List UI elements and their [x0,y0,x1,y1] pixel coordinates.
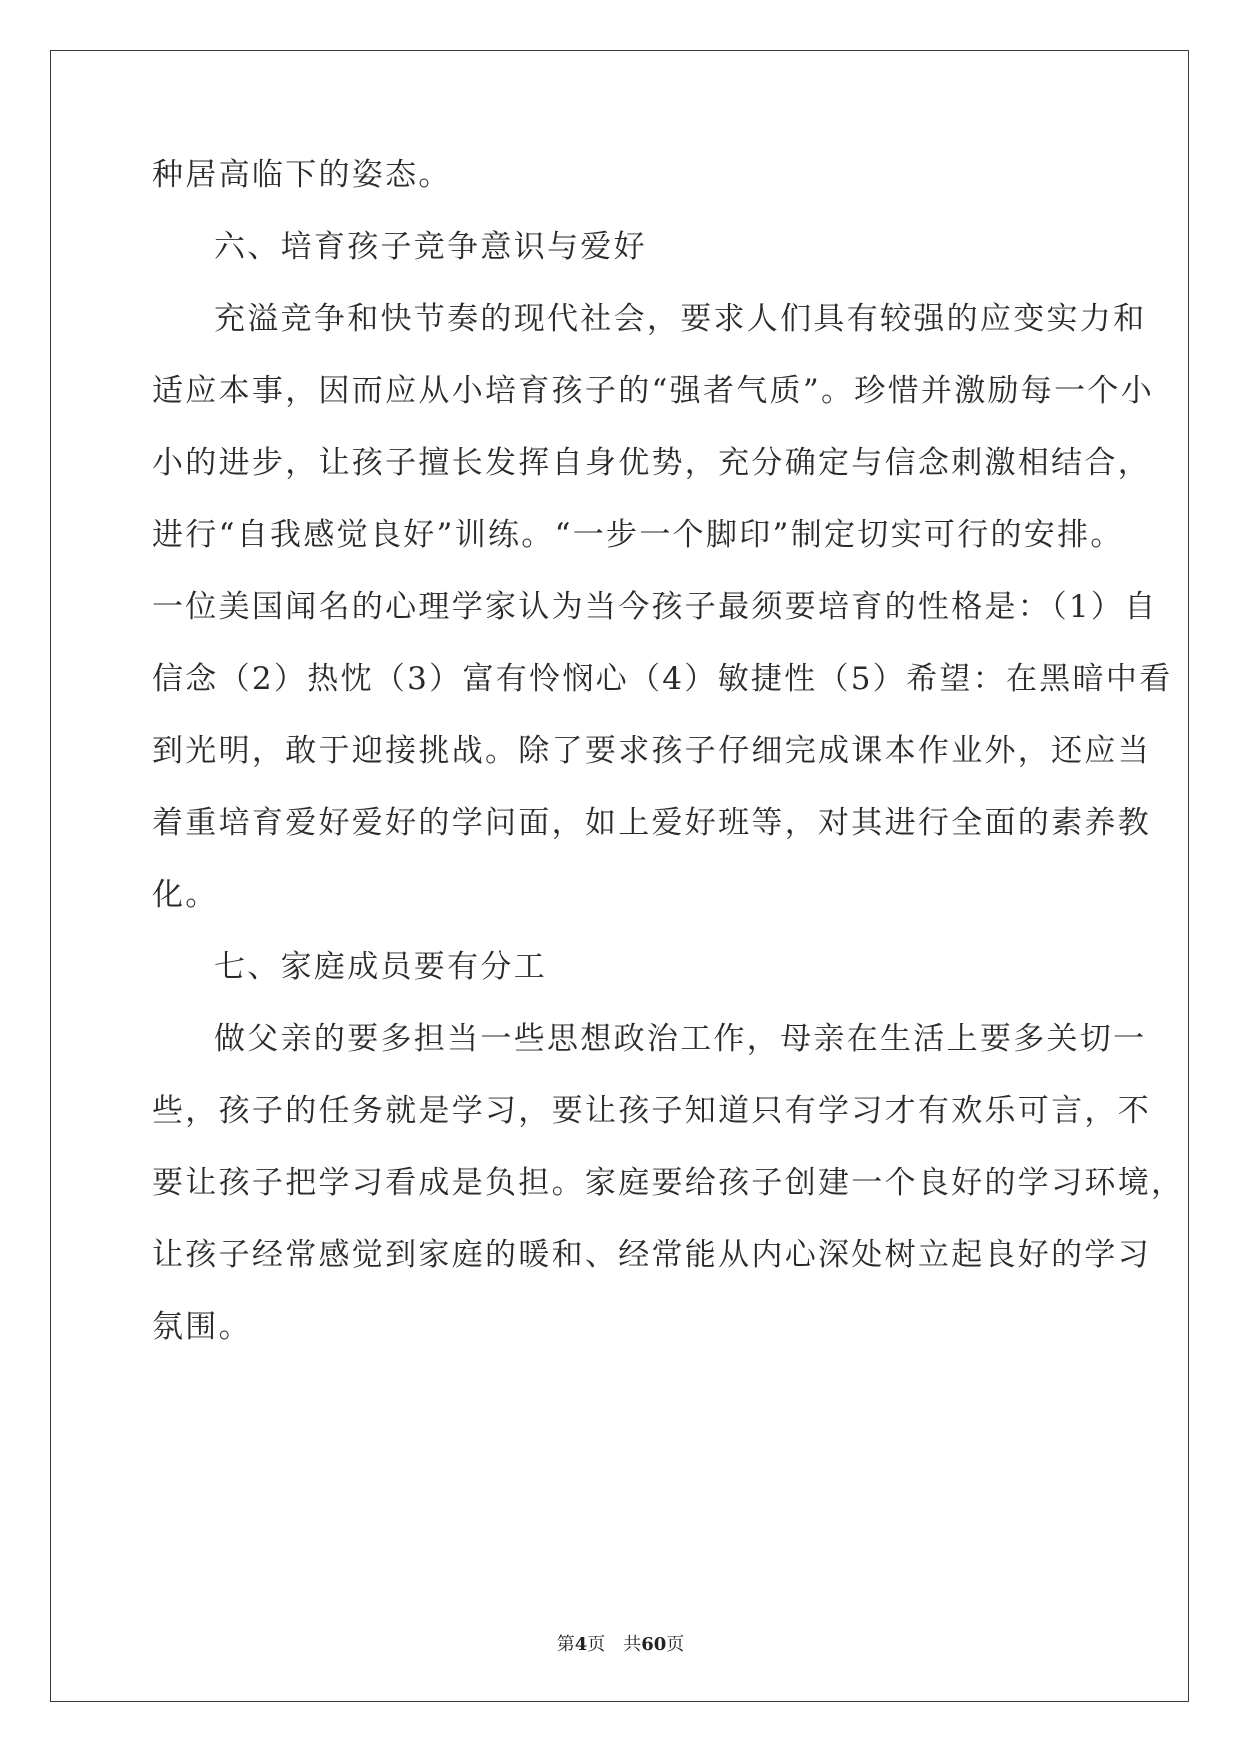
page-border [50,50,1189,1702]
footer-suffix: 页 [666,1634,685,1655]
current-page-number: 4 [574,1634,588,1655]
text-line: 适应本事，因而应从小培育孩子的“强者气质”。珍惜并激励每一个小 [152,373,1154,409]
total-pages-number: 60 [641,1634,667,1655]
text-line: 化。 [152,877,219,913]
text-line: 小的进步，让孩子擅长发挥自身优势，充分确定与信念刺激相结合， [152,445,1151,481]
footer-mid: 页 共 [587,1634,642,1655]
text-line: 氛围。 [152,1309,252,1345]
section-heading: 六、培育孩子竞争意识与爱好 [214,229,647,265]
text-line: 进行“自我感觉良好”训练。“一步一个脚印”制定切实可行的安排。 [152,517,1124,553]
text-line: 一位美国闻名的心理学家认为当今孩子最须要培育的性格是：（1）自 [152,589,1158,625]
footer-prefix: 第 [556,1634,575,1655]
text-line: 信念（2）热忱（3）富有怜悯心（4）敏捷性（5）希望：在黑暗中看 [152,661,1173,697]
section-heading: 七、家庭成员要有分工 [214,949,547,985]
text-line: 要让孩子把学习看成是负担。家庭要给孩子创建一个良好的学习环境， [152,1165,1185,1201]
text-line: 些，孩子的任务就是学习，要让孩子知道只有学习才有欢乐可言，不 [152,1093,1151,1129]
text-line: 到光明，敢于迎接挑战。除了要求孩子仔细完成课本作业外，还应当 [152,733,1151,769]
page-footer [0,1630,1241,1656]
text-line: 充溢竞争和快节奏的现代社会，要求人们具有较强的应变实力和 [214,301,1147,337]
text-line: 着重培育爱好爱好的学问面，如上爱好班等，对其进行全面的素养教 [152,805,1151,841]
text-line: 做父亲的要多担当一些思想政治工作，母亲在生活上要多关切一 [214,1021,1147,1057]
text-line: 种居高临下的姿态。 [152,157,452,193]
text-line: 让孩子经常感觉到家庭的暖和、经常能从内心深处树立起良好的学习 [152,1237,1151,1273]
